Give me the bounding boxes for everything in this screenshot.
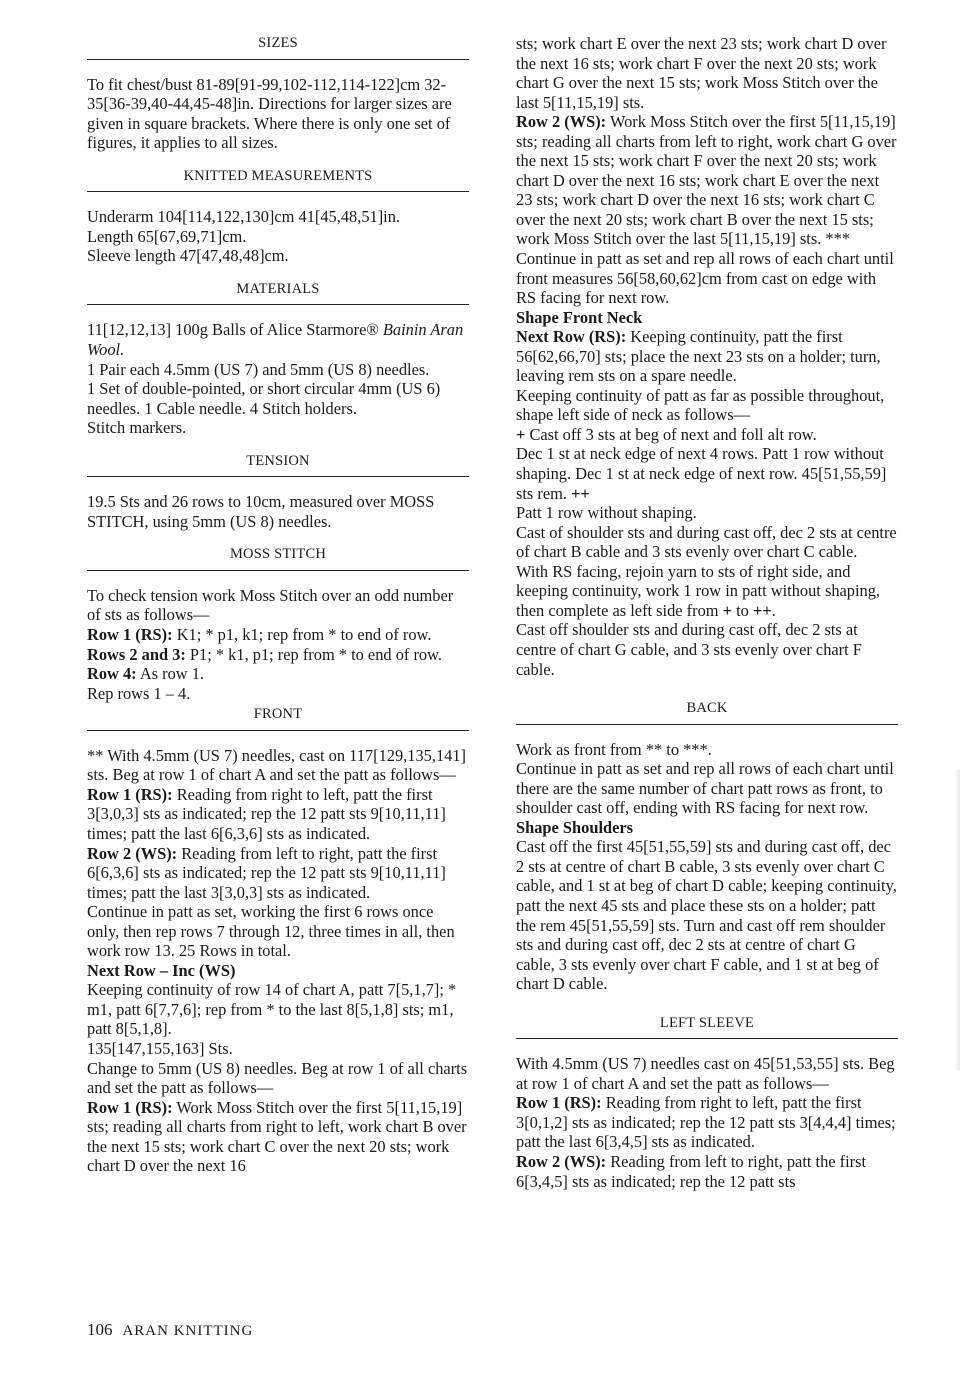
sleeve-row1: Row 1 (RS): Reading from right to left, patt the first 3[0,1,2] sts as indicated; rep the 12 patt sts 3[4,4,4] times; patt the last 6[3,4,5] sts as indicated.	[516, 1093, 896, 1152]
sleeve-length-text: Sleeve length 47[47,48,48]cm.	[87, 246, 289, 266]
front-cont-row2: Row 2 (WS): Work Moss Stitch over the first 5[11,15,19] sts; reading all charts from left to right, work chart G over the next 15 sts; work chart F over the next 20 sts; work chart D over the next 16 sts; work chart E over the next 23 sts; work chart D over the next 16 sts; work chart C over the next 20 sts; work chart B over the next 15 sts; work Moss Stitch over the last 5[11,15,19] sts. ***	[516, 112, 897, 249]
left-column	[87, 34, 469, 1176]
page-number: 106	[87, 1320, 113, 1339]
front-intro: ** With 4.5mm (US 7) needles, cast on 117[129,135,141] sts. Beg at row 1 of chart A and set the patt as follows—	[87, 745, 467, 785]
back-continue: Continue in patt as set and rep all rows of each chart until there are the same number of chart patt rows as front, to shoulder cast off, ending with RS facing for next row.	[516, 759, 894, 818]
front-row2: Row 2 (WS): Reading from left to right, patt the first 6[6,3,6] sts as indicated; rep the 12 patt sts 9[10,11,11] times; patt the last 3[3,0,3] sts as indicated.	[87, 843, 446, 902]
neck-cast-shoulder: Cast of shoulder sts and during cast off, dec 2 sts at centre of chart B cable and 3 sts evenly over chart C cable.	[516, 522, 897, 562]
tension-heading: TENSION	[87, 452, 469, 478]
tension-text: 19.5 Sts and 26 rows to 10cm, measured over MOSS STITCH, using 5mm (US 8) needles.	[87, 492, 435, 531]
materials-needles: 1 Pair each 4.5mm (US 7) and 5mm (US 8) needles.	[87, 359, 430, 379]
shape-shoulders-heading: Shape Shoulders	[516, 817, 634, 837]
materials-extras: 1 Set of double-pointed, or short circular 4mm (US 6) needles. 1 Cable needle. 4 Stitch holders.	[87, 379, 441, 418]
moss-rows23: Rows 2 and 3: P1; * k1, p1; rep from * to end of row.	[87, 644, 442, 664]
front-continue: Continue in patt as set, working the first 6 rows once only, then rep rows 7 through 12, three times in all, then work row 13. 25 Rows in total.	[87, 902, 455, 961]
neck-rs-facing: With RS facing, rejoin yarn to sts of right side, and keeping continuity, work 1 row in patt without shaping, then complete as left side from + to ++.	[516, 561, 881, 620]
front-next-row-heading: Next Row – Inc (WS)	[87, 960, 236, 980]
neck-castoff: + Cast off 3 sts at beg of next and foll alt row.	[516, 424, 817, 444]
neck-dec: Dec 1 st at neck edge of next 4 rows. Patt 1 row without shaping. Dec 1 st at neck edge of next row. 45[51,55,59] sts rem. ++	[516, 444, 887, 503]
materials-yarn: 11[12,12,13] 100g Balls of Alice Starmore® Bainin Aran Wool.	[87, 320, 464, 360]
front-cont-continue: Continue in patt as set and rep all rows of each chart until front measures 56[58,60,62]cm from cast on edge with RS facing for next row.	[516, 249, 894, 308]
front-row1b: Row 1 (RS): Work Moss Stitch over the first 5[11,15,19] sts; reading all charts from right to left, work chart B over the next 15 sts; work chart C over the next 20 sts; work chart D over the next 16	[87, 1097, 467, 1176]
front-sts: 135[147,155,163] Sts.	[87, 1038, 233, 1058]
neck-cast-off-g: Cast off shoulder sts and during cast off, dec 2 sts at centre of chart G cable, and 3 sts evenly over chart F cable.	[516, 620, 862, 679]
page-edge-shadow	[954, 770, 960, 1070]
front-cont-text: sts; work chart E over the next 23 sts; work chart D over the next 16 sts; work chart F over the next 20 sts; work chart G over the next 15 sts; work Moss Stitch over the last 5[11,15,19] sts.	[516, 34, 887, 112]
moss-row4: Row 4: As row 1.	[87, 664, 205, 684]
front-change-needles: Change to 5mm (US 8) needles. Beg at row 1 of all charts and set the patt as follows—	[87, 1058, 468, 1098]
front-row1: Row 1 (RS): Reading from right to left, patt the first 3[3,0,3] sts as indicated; rep the 12 patt sts 9[10,11,11] times; patt the last 6[6,3,6] sts as indicated.	[87, 784, 446, 843]
moss-row1: Row 1 (RS): K1; * p1, k1; rep from * to end of row.	[87, 625, 432, 645]
materials-heading: MATERIALS	[87, 280, 469, 306]
length-text: Length 65[67,69,71]cm.	[87, 226, 247, 246]
sizes-heading: SIZES	[87, 34, 469, 60]
underarm-text: Underarm 104[114,122,130]cm 41[45,48,51]in.	[87, 207, 401, 227]
front-next-row-text: Keeping continuity of row 14 of chart A, patt 7[5,1,7]; * m1, patt 6[7,7,6]; rep from * to the last 8[5,1,8] sts; m1, patt 8[5,1,8].	[87, 980, 457, 1039]
neck-next-row: Next Row (RS): Keeping continuity, patt the first 56[62,66,70] sts; place the next 23 sts on a holder; turn, leaving rem sts on a spare needle.	[516, 327, 881, 386]
neck-keeping: Keeping continuity of patt as far as possible throughout, shape left side of neck as follows—	[516, 385, 885, 425]
measurements-heading: KNITTED MEASUREMENTS	[87, 167, 469, 193]
shoulders-text: Cast off the first 45[51,55,59] sts and during cast off, dec 2 sts at centre of chart B cable, 3 sts evenly over chart C cable, and 1 st at beg of chart D cable; keeping continuity, patt the next 45 sts and place these sts on a holder; patt the rem 45[51,55,59] sts. Turn and cast off rem shoulder sts and during cast off, dec 2 sts at centre of chart G cable, 3 sts evenly over chart F cable, and 1 st at beg of chart D cable.	[516, 837, 897, 994]
materials-markers: Stitch markers.	[87, 418, 187, 438]
back-heading: BACK	[516, 699, 898, 725]
moss-rep: Rep rows 1 – 4.	[87, 683, 191, 703]
back-work: Work as front from ** to ***.	[516, 739, 712, 759]
sleeve-intro: With 4.5mm (US 7) needles cast on 45[51,53,55] sts. Beg at row 1 of chart A and set the patt as follows—	[516, 1054, 895, 1093]
moss-heading: MOSS STITCH	[87, 545, 469, 571]
sleeve-row2: Row 2 (WS): Reading from left to right, patt the first 6[3,4,5] sts as indicated; rep the 12 patt sts	[516, 1151, 867, 1191]
sizes-text: To fit chest/bust 81-89[91-99,102-112,114-122]cm 32-35[36-39,40-44,45-48]in. Directions for larger sizes are given in square brackets. Where there is only one set of figures, it applies to all sizes.	[87, 74, 452, 153]
page-footer	[87, 1320, 253, 1340]
shape-front-neck-heading: Shape Front Neck	[516, 307, 643, 327]
moss-intro: To check tension work Moss Stitch over an odd number of sts as follows—	[87, 585, 454, 625]
front-heading: FRONT	[87, 705, 469, 731]
left-sleeve-heading: LEFT SLEEVE	[516, 1014, 898, 1040]
neck-patt1: Patt 1 row without shaping.	[516, 503, 697, 523]
right-column	[516, 34, 898, 1191]
running-title: ARAN KNITTING	[122, 1323, 254, 1339]
